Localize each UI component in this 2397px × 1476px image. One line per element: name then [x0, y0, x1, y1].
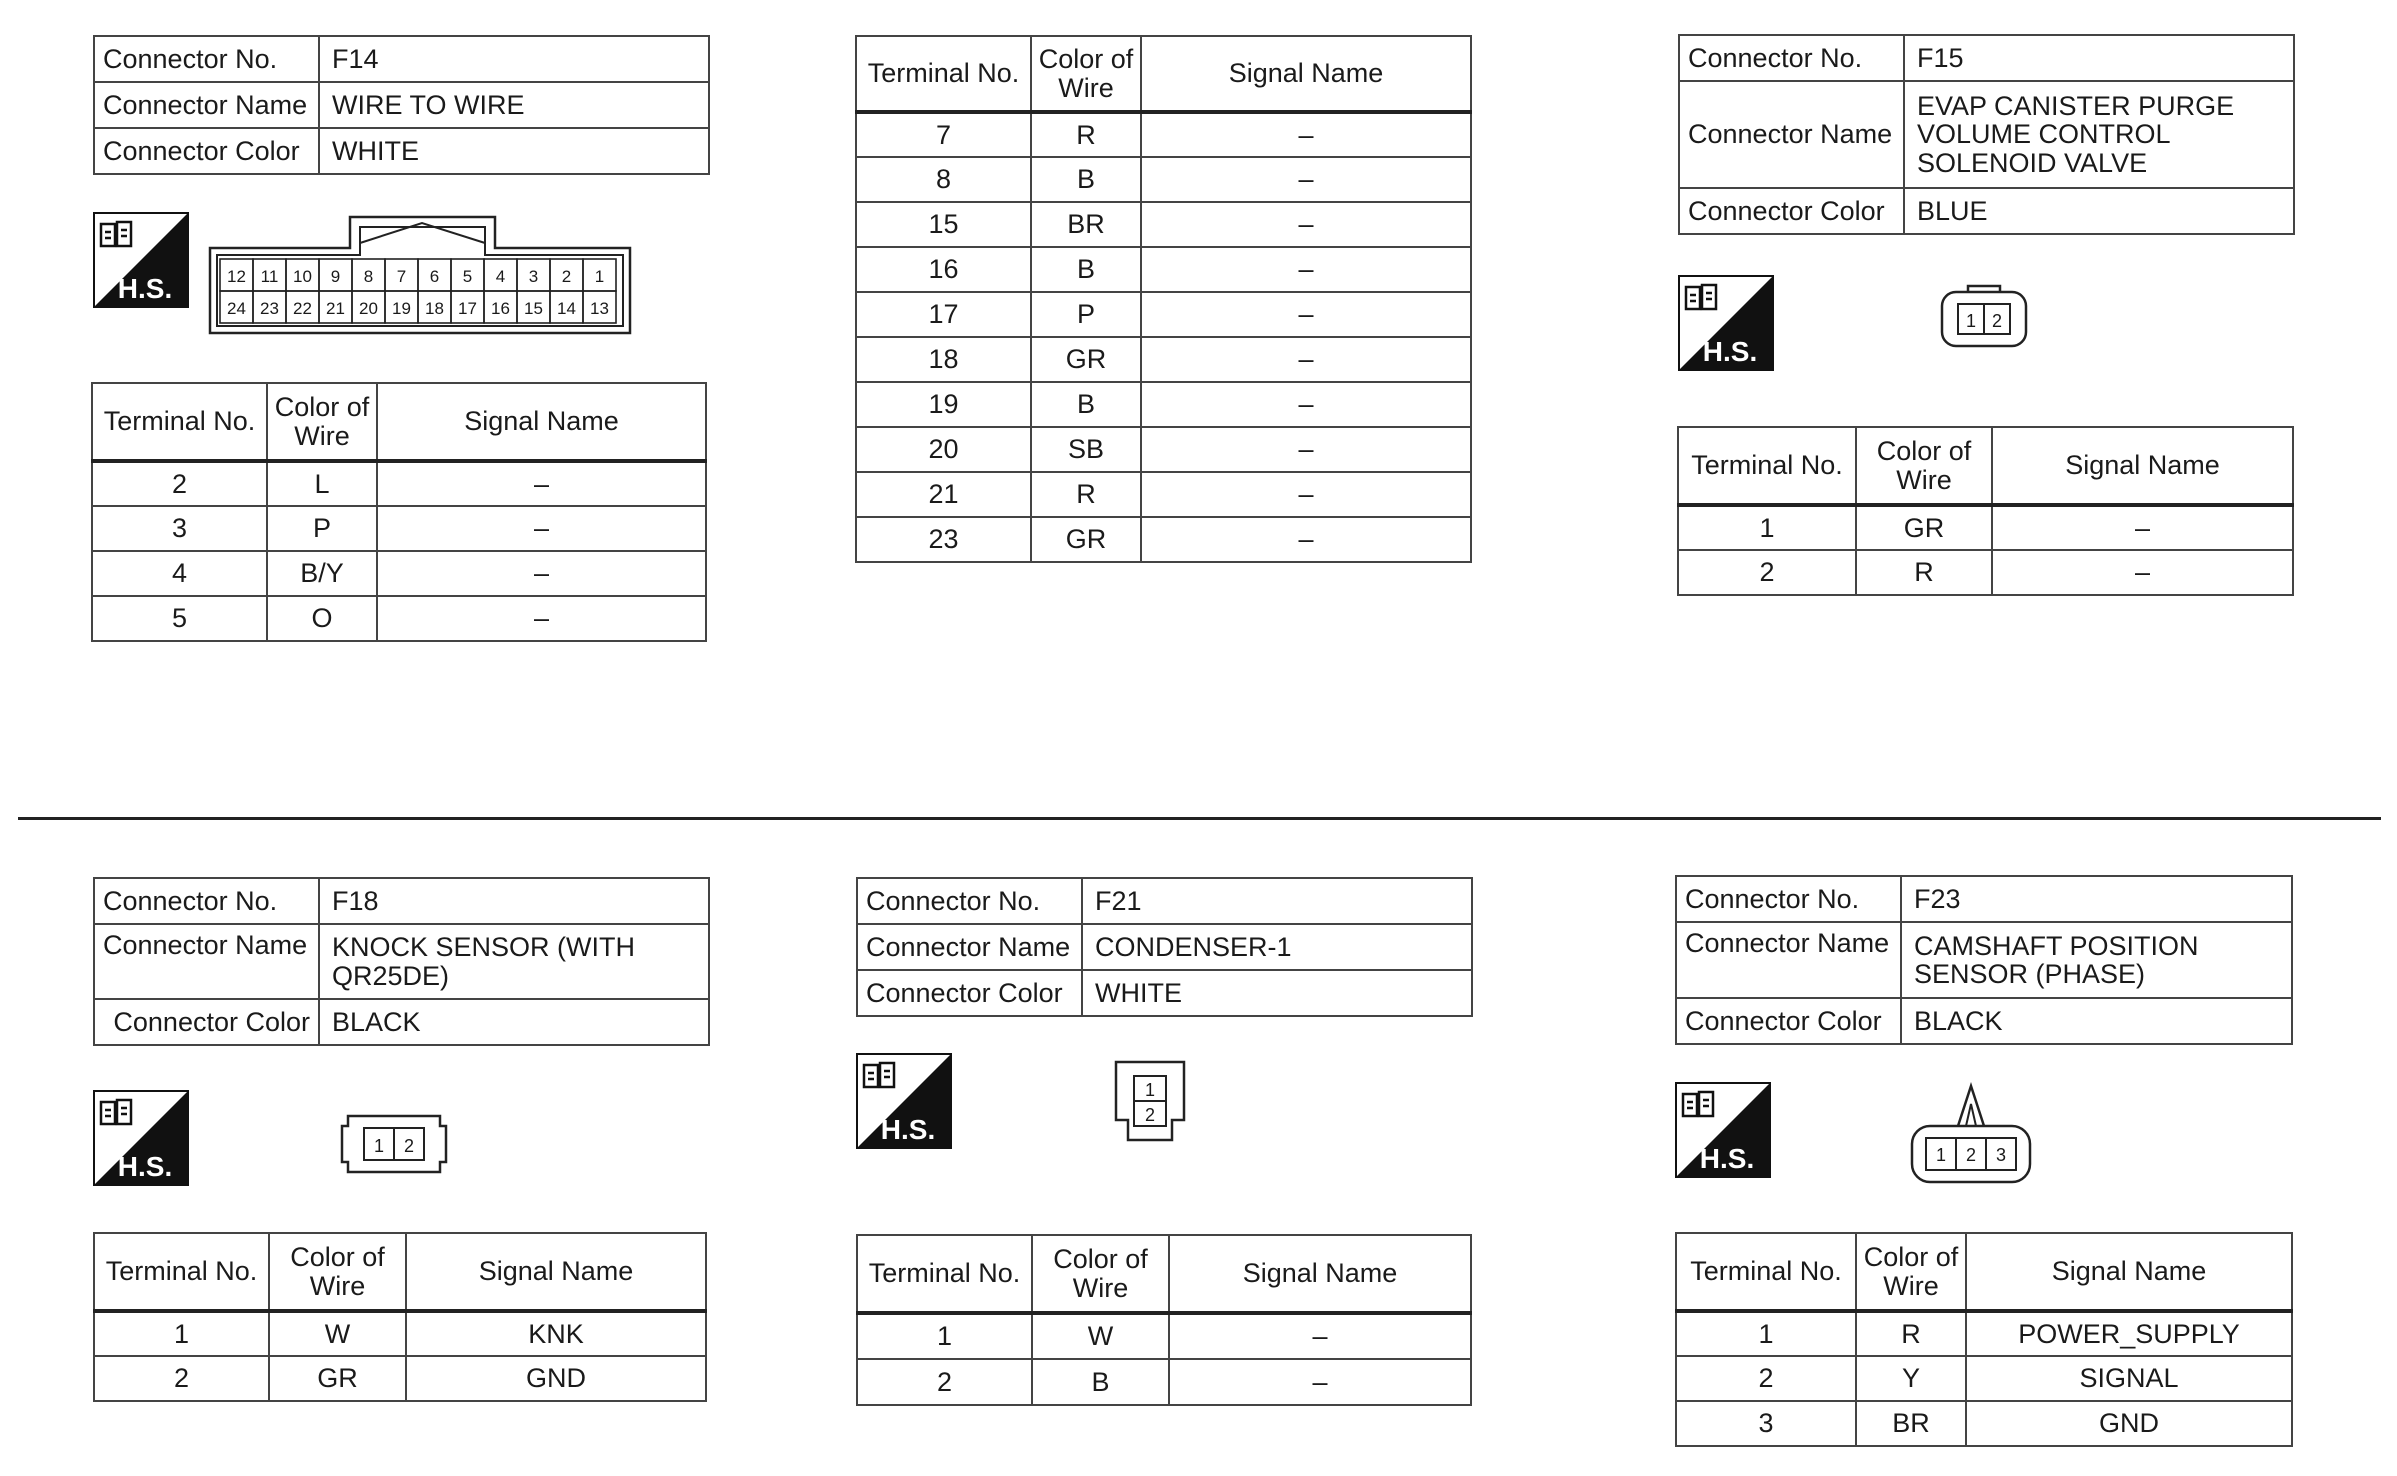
wire-color-cell: W [1032, 1313, 1169, 1359]
terminal-no-cell: 15 [856, 202, 1031, 247]
table-row [92, 551, 706, 596]
pin-number: 21 [326, 299, 345, 318]
connector-color-value: WHITE [319, 128, 709, 174]
f18-terminal-table [93, 1232, 707, 1402]
connector-color-label: Connector Color [94, 128, 319, 174]
terminal-no-cell: 1 [94, 1311, 269, 1356]
signal-name-cell: – [1141, 337, 1471, 382]
color-of-wire-header: Color of Wire [267, 383, 377, 461]
connector-no-label: Connector No. [1676, 876, 1901, 922]
svg-text:H.S.: H.S. [1699, 1143, 1755, 1174]
table-row [857, 1359, 1471, 1405]
terminal-no-cell: 18 [856, 337, 1031, 382]
svg-text:H.S.: H.S. [117, 1151, 173, 1182]
f23-connector-face [1908, 1082, 2034, 1188]
hs-label: H.S. [117, 273, 173, 304]
wire-color-cell: R [1856, 1311, 1966, 1356]
connector-color-value: WHITE [1082, 970, 1472, 1016]
connector-no-value: F23 [1901, 876, 2292, 922]
pin-number: 5 [462, 267, 473, 286]
signal-name-cell: – [1141, 517, 1471, 562]
connector-name-label: Connector Name [94, 924, 319, 999]
table-row [856, 517, 1471, 562]
signal-name-header: Signal Name [1141, 36, 1471, 112]
wire-color-cell: W [269, 1311, 406, 1356]
f18-info-table [93, 877, 710, 1046]
signal-name-cell: – [1141, 382, 1471, 427]
connector-no-label: Connector No. [94, 878, 319, 924]
connector-no-label: Connector No. [857, 878, 1082, 924]
wire-color-cell: B [1032, 1359, 1169, 1405]
signal-name-header: Signal Name [1966, 1233, 2292, 1311]
terminal-no-cell: 21 [856, 472, 1031, 517]
table-row [92, 596, 706, 641]
signal-name-cell: GND [406, 1356, 706, 1401]
color-of-wire-header: Color of Wire [269, 1233, 406, 1311]
signal-name-cell: – [1141, 427, 1471, 472]
connector-name-value: CONDENSER-1 [1082, 924, 1472, 970]
wire-color-cell: L [267, 461, 377, 506]
signal-name-cell: – [1169, 1359, 1471, 1405]
signal-name-cell: – [377, 596, 706, 641]
svg-text:H.S.: H.S. [1702, 336, 1758, 367]
wire-color-cell: B/Y [267, 551, 377, 596]
pin-number: 24 [227, 299, 246, 318]
pin-2: 2 [1144, 1105, 1156, 1125]
terminal-no-cell: 19 [856, 382, 1031, 427]
table-row [856, 112, 1471, 157]
connector-name-value: WIRE TO WIRE [319, 82, 709, 128]
color-of-wire-header: Color of Wire [1856, 1233, 1966, 1311]
connector-name-label: Connector Name [1679, 81, 1904, 188]
signal-name-cell: – [1992, 550, 2293, 595]
wire-color-cell: B [1031, 157, 1141, 202]
terminal-no-cell: 2 [1678, 550, 1856, 595]
signal-name-cell: – [1992, 505, 2293, 550]
connector-name-label: Connector Name [1676, 922, 1901, 998]
terminal-no-cell: 3 [92, 506, 267, 551]
terminal-no-header: Terminal No. [92, 383, 267, 461]
wire-color-cell: B [1031, 247, 1141, 292]
terminal-no-cell: 17 [856, 292, 1031, 337]
pin-1: 1 [1935, 1145, 1947, 1165]
table-row [94, 1356, 706, 1401]
terminal-no-cell: 16 [856, 247, 1031, 292]
table-row [856, 247, 1471, 292]
terminal-no-cell: 5 [92, 596, 267, 641]
wire-color-cell: R [1031, 112, 1141, 157]
connector-name-value: CAMSHAFT POSITION SENSOR (PHASE) [1901, 922, 2292, 998]
wire-color-cell: GR [1031, 337, 1141, 382]
connector-name-label: Connector Name [94, 82, 319, 128]
connector-color-value: BLACK [1901, 998, 2292, 1044]
color-of-wire-header: Color of Wire [1856, 427, 1992, 505]
terminal-no-cell: 2 [94, 1356, 269, 1401]
signal-name-cell: – [1141, 292, 1471, 337]
table-row [1676, 1311, 2292, 1356]
terminal-no-cell: 1 [857, 1313, 1032, 1359]
table-row [94, 1311, 706, 1356]
pin-number: 14 [557, 299, 576, 318]
signal-name-cell: – [1169, 1313, 1471, 1359]
pin-number: 16 [491, 299, 510, 318]
terminal-no-cell: 2 [1676, 1356, 1856, 1401]
terminal-no-header: Terminal No. [1678, 427, 1856, 505]
f15-connector-face [1938, 282, 2030, 352]
f18-connector-face [338, 1112, 450, 1176]
connector-no-value: F15 [1904, 35, 2294, 81]
signal-name-header: Signal Name [1992, 427, 2293, 505]
table-row [856, 427, 1471, 472]
pin-number: 4 [495, 267, 506, 286]
pin-2: 2 [1991, 311, 2003, 331]
connector-name-label: Connector Name [857, 924, 1082, 970]
connector-name-value: EVAP CANISTER PURGE VOLUME CONTROL SOLENOID VALVE [1904, 81, 2294, 188]
pin-number: 17 [458, 299, 477, 318]
terminal-no-header: Terminal No. [1676, 1233, 1856, 1311]
connector-name-value: KNOCK SENSOR (WITH QR25DE) [319, 924, 709, 999]
pin-number: 15 [524, 299, 543, 318]
signal-name-header: Signal Name [406, 1233, 706, 1311]
connector-color-label: Connector Color [857, 970, 1082, 1016]
terminal-no-cell: 20 [856, 427, 1031, 472]
connector-no-value: F18 [319, 878, 709, 924]
wire-color-cell: O [267, 596, 377, 641]
wire-color-cell: P [1031, 292, 1141, 337]
table-row [856, 337, 1471, 382]
terminal-no-cell: 8 [856, 157, 1031, 202]
f21-terminal-table [856, 1234, 1472, 1406]
wire-color-cell: P [267, 506, 377, 551]
f15-terminal-table [1677, 426, 2294, 596]
table-row [92, 461, 706, 506]
table-row [1678, 505, 2293, 550]
terminal-no-cell: 7 [856, 112, 1031, 157]
connector-color-label: Connector Color [1679, 188, 1904, 234]
connector-color-value: BLUE [1904, 188, 2294, 234]
wire-color-cell: BR [1031, 202, 1141, 247]
signal-name-cell: – [1141, 202, 1471, 247]
table-row [856, 202, 1471, 247]
signal-name-cell: – [1141, 247, 1471, 292]
table-row [856, 382, 1471, 427]
color-of-wire-header: Color of Wire [1032, 1235, 1169, 1313]
pin-number: 3 [528, 267, 539, 286]
pin-number: 10 [293, 267, 312, 286]
wire-color-cell: R [1031, 472, 1141, 517]
connector-color-label: Connector Color [1676, 998, 1901, 1044]
pin-number: 11 [260, 267, 279, 286]
pin-number: 8 [363, 267, 374, 286]
signal-name-cell: – [377, 506, 706, 551]
terminal-no-cell: 2 [92, 461, 267, 506]
f21-info-table [856, 877, 1473, 1017]
signal-name-header: Signal Name [377, 383, 706, 461]
signal-name-cell: KNK [406, 1311, 706, 1356]
signal-name-cell: GND [1966, 1401, 2292, 1446]
pin-number: 23 [260, 299, 279, 318]
f14-info-table [93, 35, 710, 175]
connector-no-label: Connector No. [94, 36, 319, 82]
svg-text:H.S.: H.S. [880, 1114, 936, 1145]
pin-1: 1 [373, 1136, 385, 1156]
hs-icon [93, 212, 189, 308]
wire-color-cell: Y [1856, 1356, 1966, 1401]
f14-terminal-table [91, 382, 707, 642]
f21-connector-face [1112, 1058, 1188, 1144]
signal-name-header: Signal Name [1169, 1235, 1471, 1313]
hs-icon [1678, 275, 1774, 371]
pin-1: 1 [1144, 1080, 1156, 1100]
f23-terminal-table [1675, 1232, 2293, 1447]
terminal-no-cell: 23 [856, 517, 1031, 562]
pin-number: 7 [396, 267, 407, 286]
wire-color-cell: GR [1856, 505, 1992, 550]
signal-name-cell: – [377, 461, 706, 506]
table-row [856, 292, 1471, 337]
terminal-no-header: Terminal No. [856, 36, 1031, 112]
table-row [1676, 1356, 2292, 1401]
f14-connector-face [205, 213, 635, 338]
connector-no-value: F14 [319, 36, 709, 82]
f23-info-table [1675, 875, 2293, 1045]
pin-3: 3 [1995, 1145, 2007, 1165]
signal-name-cell: POWER_SUPPLY [1966, 1311, 2292, 1356]
f15-info-table [1678, 34, 2295, 235]
table-row [92, 506, 706, 551]
hs-icon [856, 1053, 952, 1149]
table-row [1678, 550, 2293, 595]
pin-2: 2 [1965, 1145, 1977, 1165]
connector-color-label: Connector Color [94, 999, 319, 1045]
signal-name-cell: – [1141, 472, 1471, 517]
color-of-wire-header: Color of Wire [1031, 36, 1141, 112]
signal-name-cell: – [377, 551, 706, 596]
f14-cont-terminal-table [855, 35, 1472, 563]
signal-name-cell: SIGNAL [1966, 1356, 2292, 1401]
terminal-no-header: Terminal No. [94, 1233, 269, 1311]
table-row [856, 157, 1471, 202]
connector-no-label: Connector No. [1679, 35, 1904, 81]
hs-icon [1675, 1082, 1771, 1178]
pin-number: 1 [594, 267, 605, 286]
terminal-no-cell: 2 [857, 1359, 1032, 1405]
table-row [1676, 1401, 2292, 1446]
section-divider [18, 817, 2381, 820]
wire-color-cell: B [1031, 382, 1141, 427]
terminal-no-cell: 3 [1676, 1401, 1856, 1446]
connector-no-value: F21 [1082, 878, 1472, 924]
table-row [856, 472, 1471, 517]
pin-number: 19 [392, 299, 411, 318]
terminal-no-header: Terminal No. [857, 1235, 1032, 1313]
table-row [857, 1313, 1471, 1359]
pin-number: 22 [293, 299, 312, 318]
terminal-no-cell: 1 [1678, 505, 1856, 550]
pin-number: 18 [425, 299, 444, 318]
pin-number: 12 [227, 267, 246, 286]
pin-number: 9 [330, 267, 341, 286]
pin-1: 1 [1965, 311, 1977, 331]
pin-number: 6 [429, 267, 440, 286]
wire-color-cell: SB [1031, 427, 1141, 472]
wire-color-cell: BR [1856, 1401, 1966, 1446]
signal-name-cell: – [1141, 157, 1471, 202]
signal-name-cell: – [1141, 112, 1471, 157]
pin-number: 13 [590, 299, 609, 318]
wire-color-cell: GR [1031, 517, 1141, 562]
wire-color-cell: GR [269, 1356, 406, 1401]
pin-number: 2 [561, 267, 572, 286]
hs-icon [93, 1090, 189, 1186]
terminal-no-cell: 1 [1676, 1311, 1856, 1356]
terminal-no-cell: 4 [92, 551, 267, 596]
wire-color-cell: R [1856, 550, 1992, 595]
pin-number: 20 [359, 299, 378, 318]
pin-2: 2 [403, 1136, 415, 1156]
connector-color-value: BLACK [319, 999, 709, 1045]
